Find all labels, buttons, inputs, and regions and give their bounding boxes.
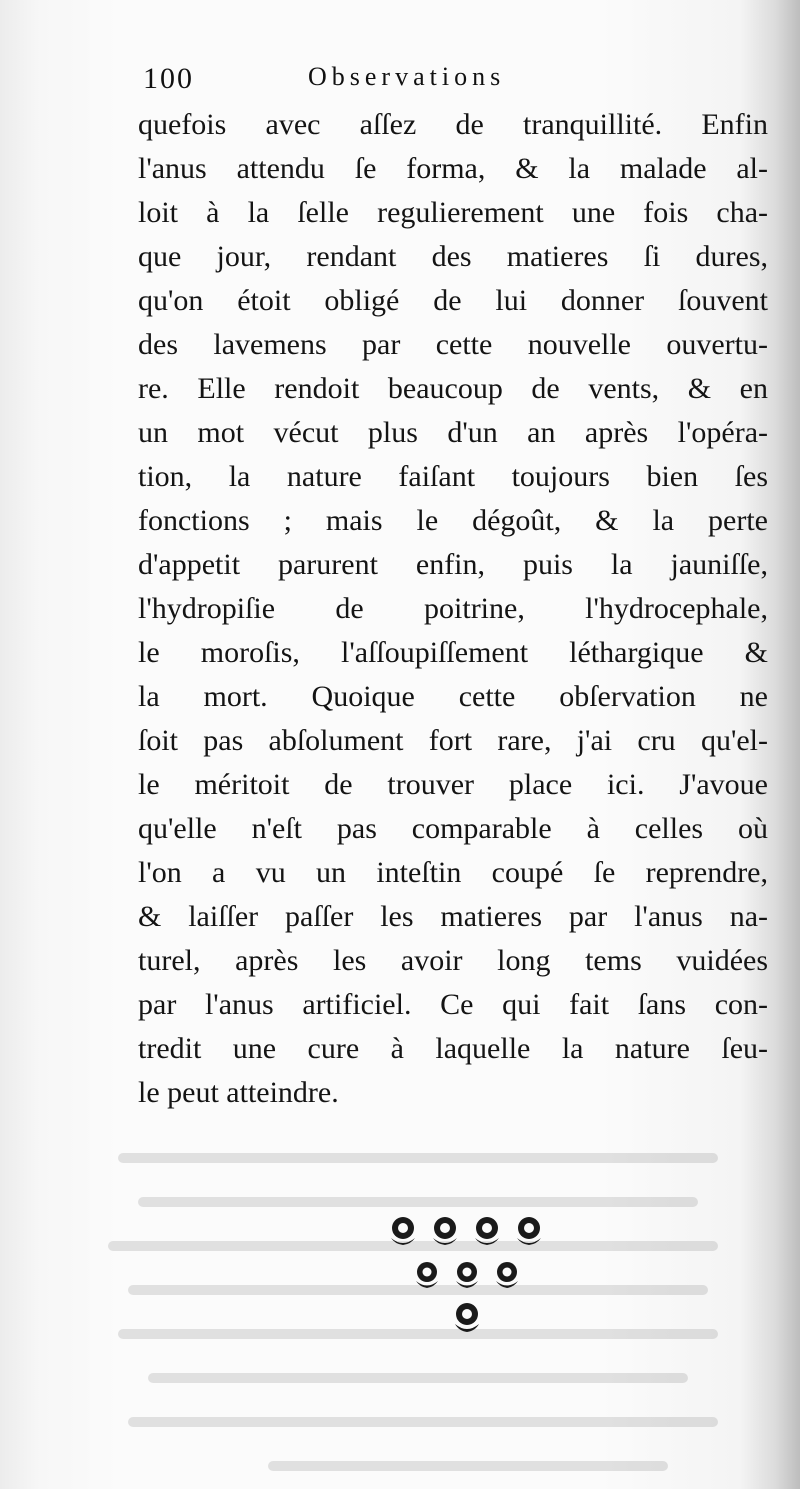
text-line: que jour, rendant des matieres ſi dures, (138, 240, 768, 273)
text-line: quefois avec aſſez de tranquillité. Enfin (138, 108, 768, 141)
text-line: ſoit pas abſolument fort rare, j'ai cru qu'el- (138, 724, 768, 757)
text-line: d'appetit parurent enfin, puis la jauniſſe, (138, 548, 768, 581)
text-line: des lavemens par cette nouvelle ouvertu- (138, 328, 768, 361)
text-line: loit à la ſelle regulierement une fois cha- (138, 196, 768, 229)
page-header (143, 62, 663, 102)
text-line: le méritoit de trouver place ici. J'avoue (138, 768, 768, 801)
text-line: par l'anus artificiel. Ce qui fait ſans con- (138, 988, 768, 1021)
text-line: l'anus attendu ſe forma, & la malade al- (138, 152, 768, 185)
text-line: re. Elle rendoit beaucoup de vents, & en (138, 372, 768, 405)
page-number: 100 (143, 62, 194, 95)
text-line: le moroſis, l'aſſoupiſſement léthargique & (138, 636, 768, 669)
text-line: & laiſſer paſſer les matieres par l'anus na- (138, 900, 768, 933)
text-line: la mort. Quoique cette obſervation ne (138, 680, 768, 713)
fleuron-ornament-icon (385, 1208, 555, 1338)
running-head: Observations (308, 62, 506, 91)
body-text (138, 103, 768, 1115)
text-line: un mot vécut plus d'un an après l'opéra- (138, 416, 768, 449)
text-line: qu'elle n'eſt pas comparable à celles où (138, 812, 768, 845)
text-line: le peut atteindre. (138, 1076, 339, 1109)
text-line: tredit une cure à laquelle la nature ſeu- (138, 1032, 768, 1065)
text-line: l'hydropiſie de poitrine, l'hydrocephale, (138, 592, 768, 625)
text-line: l'on a vu un inteſtin coupé ſe reprendre, (138, 856, 768, 889)
text-line: fonctions ; mais le dégoût, & la perte (138, 504, 768, 537)
text-line: turel, après les avoir long tems vuidées (138, 944, 768, 977)
text-line: qu'on étoit obligé de lui donner ſouvent (138, 284, 768, 317)
text-line: tion, la nature faiſant toujours bien ſes (138, 460, 768, 493)
